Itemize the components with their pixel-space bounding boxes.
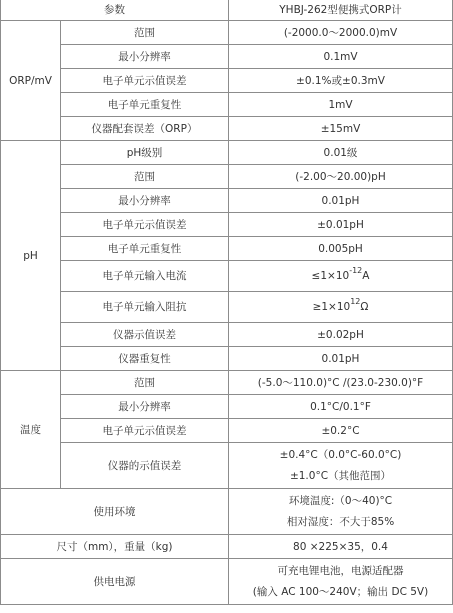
row-value: ±15mV xyxy=(229,117,453,141)
row-value xyxy=(229,292,453,323)
table-row xyxy=(1,323,453,347)
table-row xyxy=(1,371,453,395)
row-label: 电子单元重复性 xyxy=(61,237,229,261)
size-value: 80 ×225×35，0.4 xyxy=(229,535,453,559)
value-unit: A xyxy=(362,270,370,282)
value-line: 相对湿度：不大于85% xyxy=(286,516,395,528)
row-value: ±0.2°C xyxy=(229,419,453,443)
power-value xyxy=(229,559,453,605)
table-row xyxy=(1,535,453,559)
table-row xyxy=(1,489,453,535)
row-label: 最小分辨率 xyxy=(61,395,229,419)
table-row xyxy=(1,21,453,45)
value-base: ≥1×10 xyxy=(312,301,351,313)
table-row xyxy=(1,93,453,117)
row-value: ±0.01pH xyxy=(229,213,453,237)
value-line: 环境温度:（0～40)°C xyxy=(288,495,393,507)
row-value: (-2000.0～2000.0)mV xyxy=(229,21,453,45)
row-label: 电子单元重复性 xyxy=(61,93,229,117)
size-label: 尺寸（mm），重量（kg) xyxy=(1,535,229,559)
table-row xyxy=(1,419,453,443)
value-line: ±1.0°C（其他范围） xyxy=(289,470,392,482)
row-label: 电子单元输入阻抗 xyxy=(61,292,229,323)
row-label: pH级别 xyxy=(61,141,229,165)
table-row xyxy=(1,189,453,213)
value-exponent: -12 xyxy=(349,266,363,275)
row-label: 电子单元示值误差 xyxy=(61,213,229,237)
header-product: YHBJ-262型便携式ORP计 xyxy=(229,0,453,21)
row-value: (-2.00～20.00)pH xyxy=(229,165,453,189)
table-row xyxy=(1,69,453,93)
row-label: 最小分辨率 xyxy=(61,45,229,69)
row-label: 仪器配套误差（ORP） xyxy=(61,117,229,141)
row-label: 范围 xyxy=(61,371,229,395)
group-label-orp: ORP/mV xyxy=(1,21,61,141)
table-row xyxy=(1,117,453,141)
table-row xyxy=(1,347,453,371)
power-label: 供电电源 xyxy=(1,559,229,605)
row-value: ±0.1%或±0.3mV xyxy=(229,69,453,93)
value-exponent: 12 xyxy=(350,297,361,306)
row-value: (-5.0～110.0)°C /(23.0-230.0)°F xyxy=(229,371,453,395)
row-label: 电子单元示值误差 xyxy=(61,419,229,443)
row-value: 0.01级 xyxy=(229,141,453,165)
row-label: 仪器示值误差 xyxy=(61,323,229,347)
row-value xyxy=(229,261,453,292)
value-line: (输入 AC 100～240V；输出 DC 5V) xyxy=(252,586,429,598)
row-label: 最小分辨率 xyxy=(61,189,229,213)
header-param: 参数 xyxy=(1,0,229,21)
row-value: 0.1mV xyxy=(229,45,453,69)
table-row xyxy=(1,45,453,69)
row-value: 0.1°C/0.1°F xyxy=(229,395,453,419)
value-line: 可充电锂电池，电源适配器 xyxy=(277,565,404,577)
row-label: 范围 xyxy=(61,21,229,45)
env-label: 使用环境 xyxy=(1,489,229,535)
table-row xyxy=(1,213,453,237)
table-row xyxy=(1,443,453,489)
row-label: 仪器重复性 xyxy=(61,347,229,371)
table-row xyxy=(1,559,453,605)
row-label: 范围 xyxy=(61,165,229,189)
table-row xyxy=(1,292,453,323)
table-row xyxy=(1,141,453,165)
row-label: 电子单元输入电流 xyxy=(61,261,229,292)
value-base: ≤1×10 xyxy=(311,270,350,282)
row-value: 1mV xyxy=(229,93,453,117)
table-row xyxy=(1,165,453,189)
value-unit: Ω xyxy=(360,301,369,313)
row-value: 0.01pH xyxy=(229,347,453,371)
value-line: ±0.4°C（0.0°C-60.0°C) xyxy=(279,449,402,461)
row-value: 0.005pH xyxy=(229,237,453,261)
row-value: ±0.02pH xyxy=(229,323,453,347)
table-row xyxy=(1,261,453,292)
row-value: 0.01pH xyxy=(229,189,453,213)
table-row xyxy=(1,237,453,261)
header-row xyxy=(1,0,453,21)
group-label-ph: pH xyxy=(1,141,61,371)
row-label: 电子单元示值误差 xyxy=(61,69,229,93)
table-row xyxy=(1,395,453,419)
env-value xyxy=(229,489,453,535)
row-value xyxy=(229,443,453,489)
row-label: 仪器的示值误差 xyxy=(61,443,229,489)
group-label-temp: 温度 xyxy=(1,371,61,489)
